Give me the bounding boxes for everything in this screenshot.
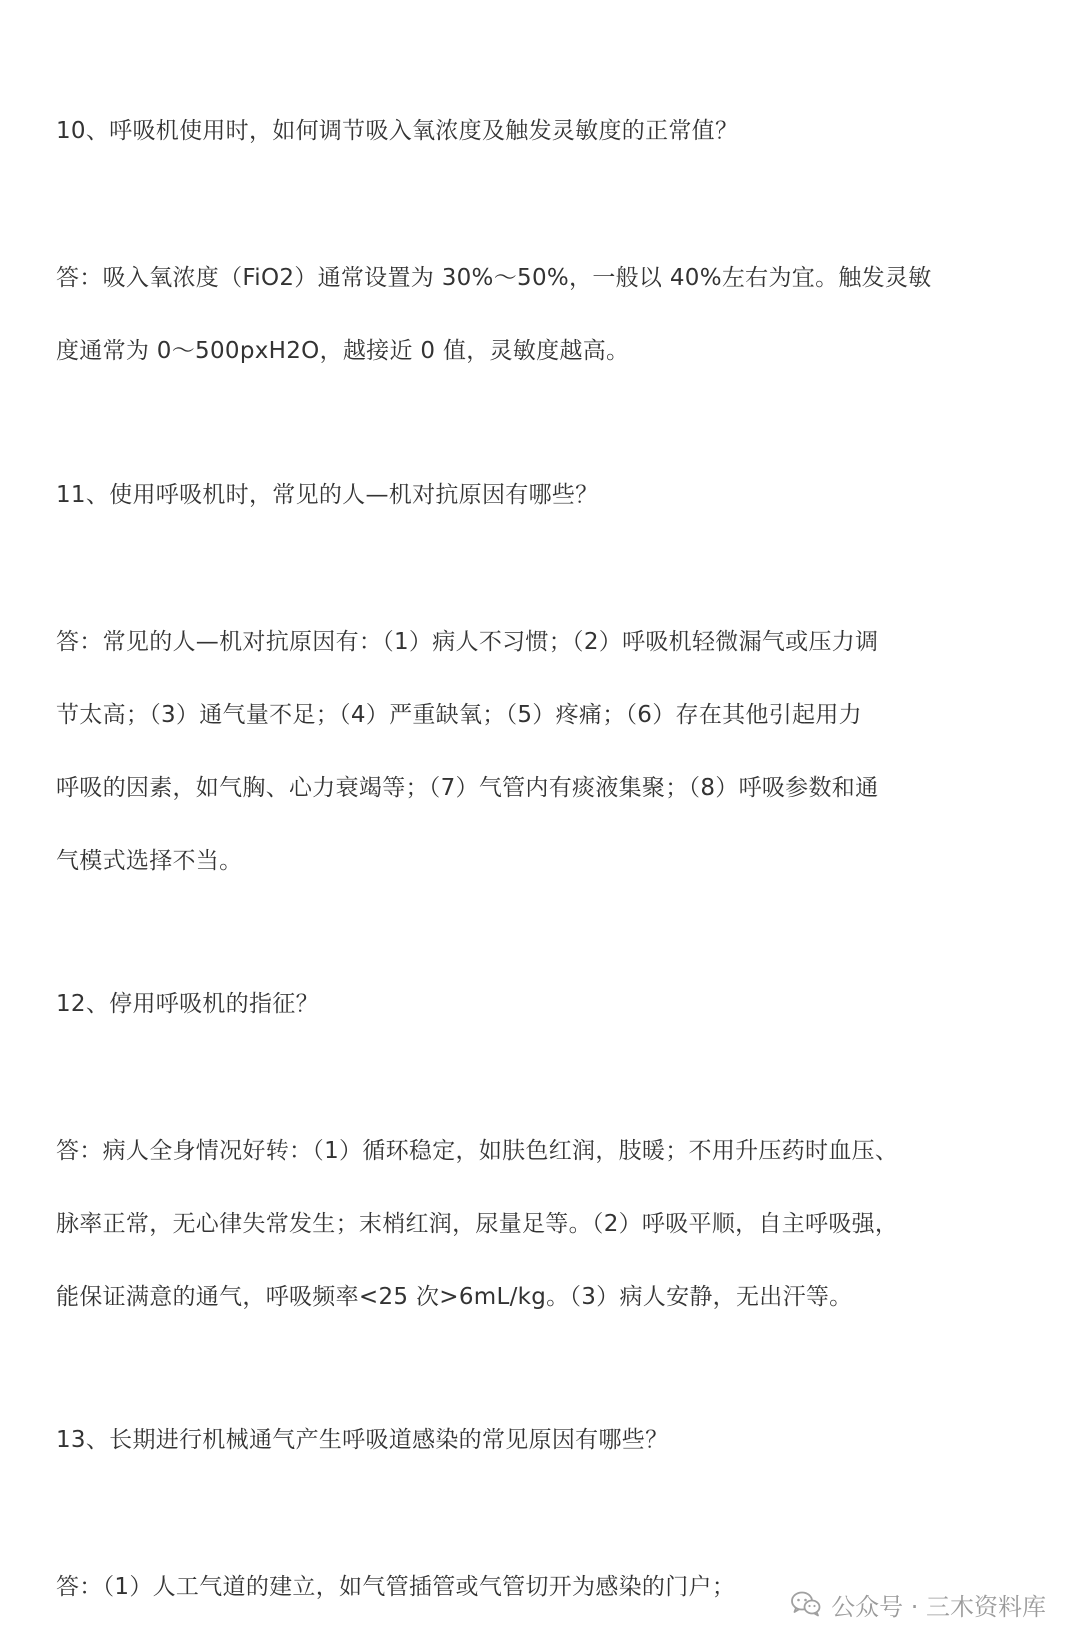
wechat-icon	[791, 1591, 821, 1617]
answer-13-line-1: 答：（1）人工气道的建立，如气管插管或气管切开为感染的门户；	[56, 1574, 736, 1600]
answer-10-line-2: 度通常为 0～500pxH2O，越接近 0 值，灵敏度越高。	[56, 338, 630, 364]
question-11-text: 11、使用呼吸机时，常见的人—机对抗原因有哪些？	[56, 482, 599, 508]
question-11	[56, 459, 1032, 532]
answer-11-line-4: 气模式选择不当。	[56, 848, 243, 874]
question-12-text: 12、停用呼吸机的指征？	[56, 991, 319, 1017]
answer-12	[56, 1115, 1032, 1334]
watermark	[787, 1584, 1050, 1624]
watermark-text: 公众号 · 三木资料库	[831, 1592, 1046, 1621]
answer-12-line-2: 脉率正常，无心律失常发生；末梢红润，尿量足等。（2）呼吸平顺，自主呼吸强，	[56, 1211, 899, 1237]
answer-11-line-3: 呼吸的因素，如气胸、心力衰竭等；（7）气管内有痰液集聚；（8）呼吸参数和通	[56, 775, 879, 801]
answer-11-line-1: 答：常见的人—机对抗原因有：（1）病人不习惯；（2）呼吸机轻微漏气或压力调	[56, 629, 879, 655]
answer-11-line-2: 节太高；（3）通气量不足；（4）严重缺氧；（5）疼痛；（6）存在其他引起用力	[56, 702, 862, 728]
article-body	[56, 0, 1032, 1636]
question-12	[56, 968, 1032, 1041]
answer-10-line-1: 答：吸入氧浓度（FiO2）通常设置为 30%～50%，一般以 40%左右为宜。触发灵敏	[56, 265, 932, 291]
question-13	[56, 1404, 1032, 1477]
question-10	[56, 95, 1032, 168]
answer-11	[56, 606, 1032, 898]
answer-12-line-1: 答：病人全身情况好转：（1）循环稳定，如肤色红润，肢暖；不用升压药时血压、	[56, 1138, 899, 1164]
answer-10	[56, 242, 1032, 388]
question-10-text: 10、呼吸机使用时，如何调节吸入氧浓度及触发灵敏度的正常值？	[56, 118, 739, 144]
question-13-text: 13、长期进行机械通气产生呼吸道感染的常见原因有哪些？	[56, 1427, 669, 1453]
answer-12-line-3: 能保证满意的通气，呼吸频率<25 次>6mL/kg。（3）病人安静，无出汗等。	[56, 1284, 853, 1310]
